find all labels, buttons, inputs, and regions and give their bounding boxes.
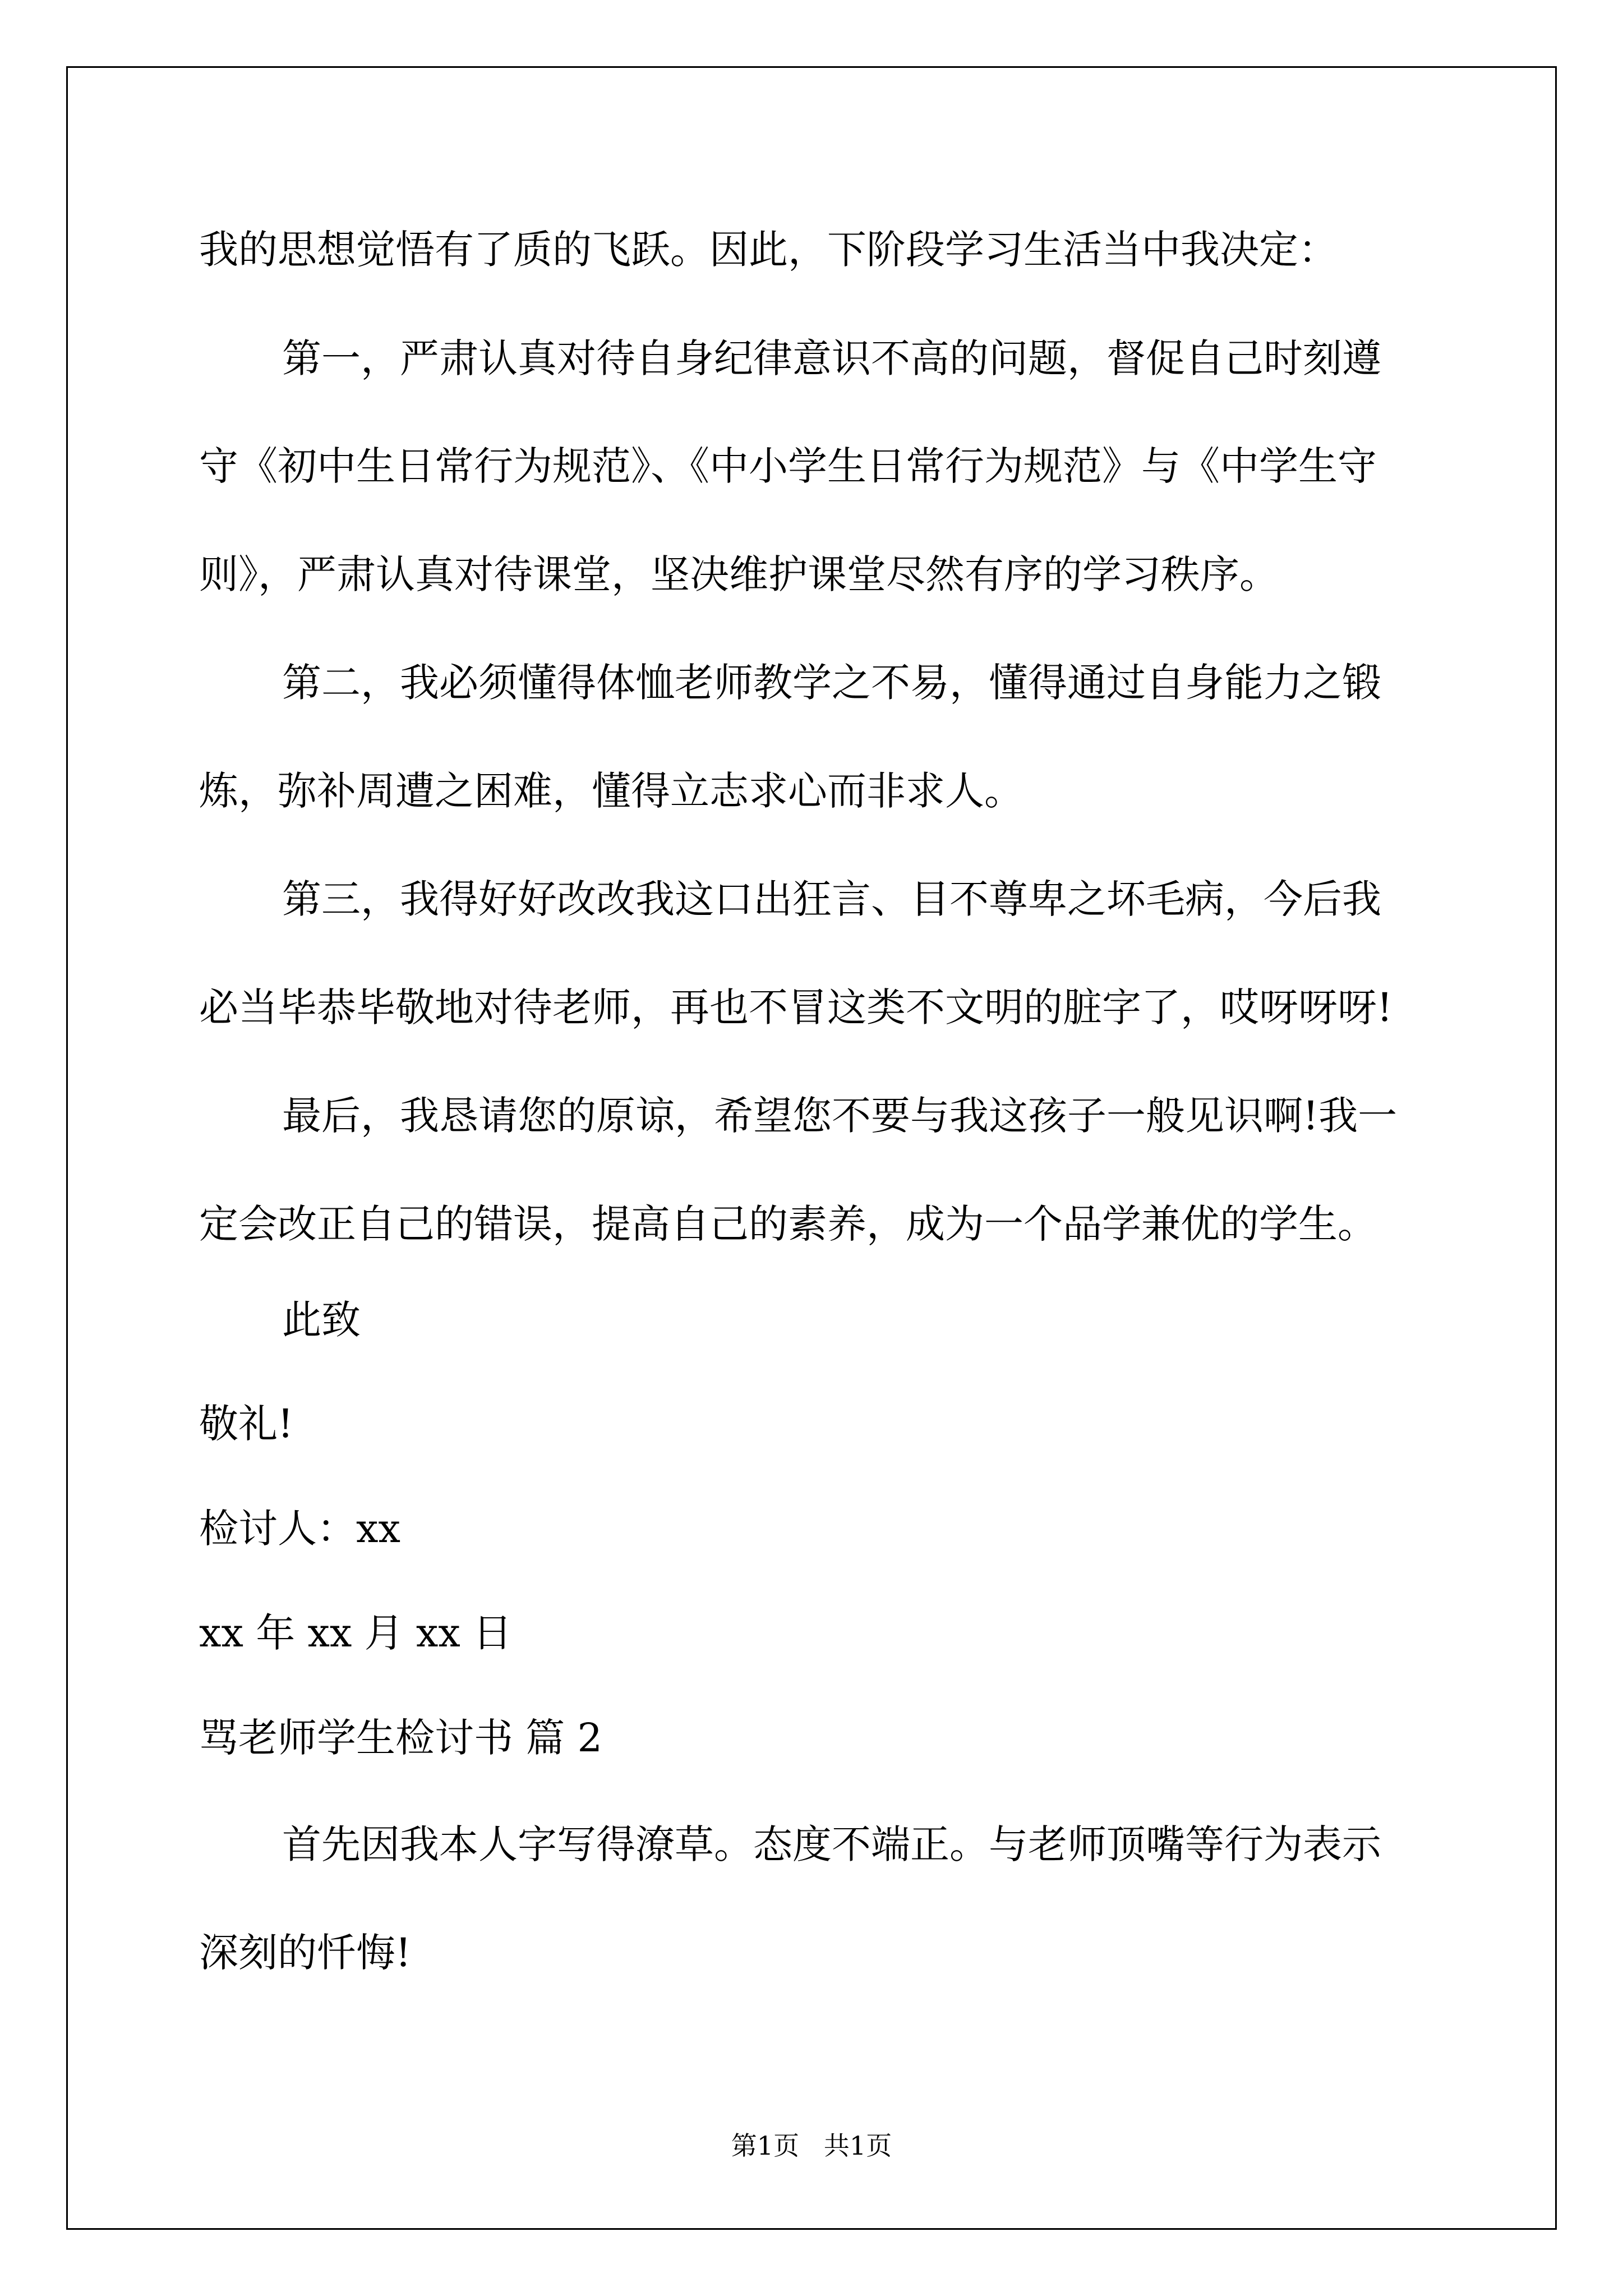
paragraph-closing: 最后，我恳请您的原谅，希望您不要与我这孩子一般见识啊!我一 [282, 1093, 1398, 1139]
paragraph-second-letter: 首先因我本人字写得潦草。态度不端正。与老师顶嘴等行为表示 [282, 1821, 1381, 1867]
text-line: 必当毕恭毕敬地对待老师，再也不冒这类不文明的脏字了，哎呀呀呀! [199, 984, 1393, 1030]
text-line: 炼，弥补周遭之困难，懂得立志求心而非求人。 [199, 768, 1023, 814]
text-line: 则》，严肃认真对待课堂，坚决维护课堂尽然有序的学习秩序。 [199, 551, 1279, 597]
text-line: 我的思想觉悟有了质的飞跃。因此，下阶段学习生活当中我决定： [199, 227, 1338, 273]
text-line: 守《初中生日常行为规范》、《中小学生日常行为规范》与《中学生守 [199, 443, 1377, 489]
page-footer: 第1页 共1页 [731, 2131, 892, 2161]
salutation-jingli: 敬礼! [199, 1401, 294, 1447]
paragraph-second-point: 第二，我必须懂得体恤老师教学之不易，懂得通过自身能力之锻 [282, 660, 1381, 706]
paragraph-third-point: 第三，我得好好改改我这口出狂言、目不尊卑之坏毛病，今后我 [282, 876, 1381, 922]
text-line: 定会改正自己的错误，提高自己的素养，成为一个品学兼优的学生。 [199, 1201, 1377, 1247]
paragraph-first-point: 第一，严肃认真对待自身纪律意识不高的问题，督促自己时刻遵 [282, 335, 1381, 381]
text-line: 深刻的忏悔! [199, 1930, 412, 1976]
salutation-cizhi: 此致 [282, 1297, 361, 1343]
signature-date: xx 年 xx 月 xx 日 [199, 1610, 513, 1656]
signature-author: 检讨人：xx [199, 1506, 400, 1552]
section-heading: 骂老师学生检讨书 篇 2 [199, 1715, 603, 1761]
page-border [66, 66, 1557, 2230]
